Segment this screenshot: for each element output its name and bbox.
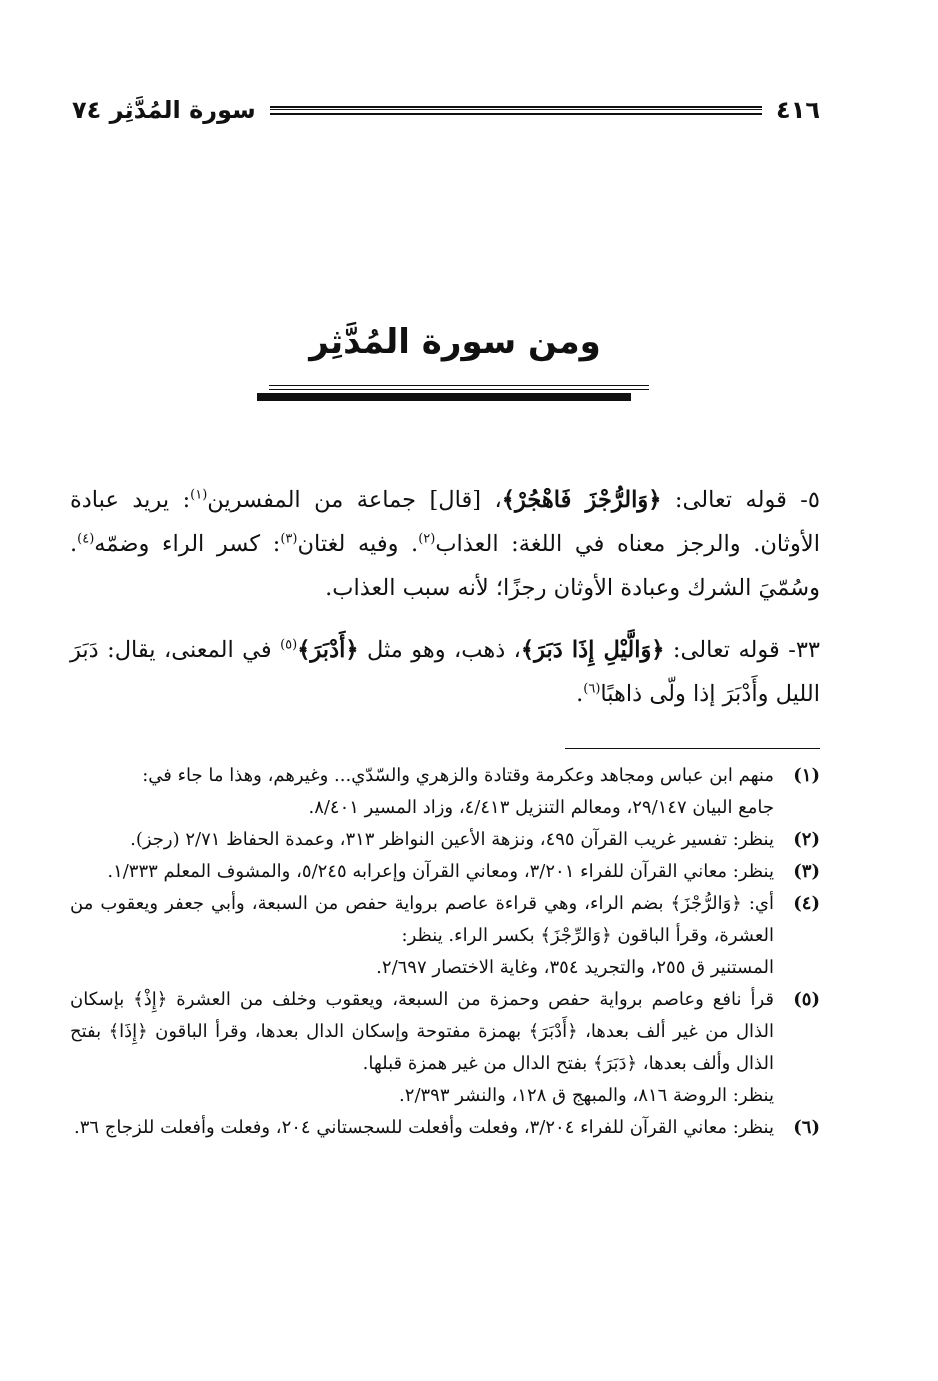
footnote-number: (٥) xyxy=(793,989,820,1010)
title-ornament-rule xyxy=(257,383,649,403)
footnote-line: قرأ نافع وعاصم برواية حفص وحمزة من السبعة، ويعقوب وخلف من العشرة ﴿إِذْ﴾ بإسكان الذال من غير ألف بعدها، ﴿أَدْبَرَ﴾ بهمزة مفتوحة وإسكان الدال بعدها، وقرأ الباقون ﴿إِذَا﴾ بفتح الذال وألف بعدها، ﴿دَبَرَ﴾ بفتح الدال من غير همزة قبلها. xyxy=(70,989,774,1074)
footnote-line: جامع البيان ٢٩/١٤٧، ومعالم التنزيل ٤/٤١٣، وزاد المسير ٨/٤٠١. xyxy=(308,797,774,818)
main-text xyxy=(70,478,820,716)
footnotes xyxy=(70,760,820,1144)
paragraph-verse-33 xyxy=(70,628,820,716)
footnote xyxy=(70,888,820,984)
footnote-line: ينظر: معاني القرآن للفراء ٣/٢٠١، ومعاني القرآن وإعرابه ٥/٢٤٥، والمشوف المعلم ١/٣٣٣. xyxy=(107,861,774,882)
footnote-number: (٢) xyxy=(793,829,820,850)
paragraph-text: ، [قال] جماعة من المفسرين xyxy=(207,487,502,513)
paragraph-text: . وسُمّيَ الشرك وعبادة الأوثان رجزًا؛ لأنه سبب العذاب. xyxy=(70,531,820,601)
footnote xyxy=(70,760,820,824)
paragraph-text: : كسر الراء وضمّه xyxy=(94,531,281,557)
footnote xyxy=(70,856,820,888)
paragraph-text: في المعنى، يقال: دَبَرَ الليل وأَدْبَرَ إذا ولّى ذاهبًا xyxy=(70,637,820,707)
quran-quote: ﴿أَدْبَرَ﴾ xyxy=(297,637,359,663)
footnote-ref[interactable]: (٤) xyxy=(77,531,95,547)
footnote-number: (٤) xyxy=(793,893,820,914)
paragraph-text: . xyxy=(576,681,584,707)
footnote-ref[interactable]: (٣) xyxy=(280,531,298,547)
surah-title: ومن سورة المُدَّثِر xyxy=(309,322,601,362)
paragraph-verse-5 xyxy=(70,478,820,610)
running-title: سورة المُدَّثِر ٧٤ xyxy=(72,96,256,124)
header-rule xyxy=(270,106,762,115)
footnote-line: ينظر: الروضة ٨١٦، والمبهج ق ١٢٨، والنشر ٢/٣٩٣. xyxy=(399,1085,774,1106)
paragraph-text: : يريد عبادة الأوثان. والرجز معناه في اللغة: العذاب xyxy=(70,487,820,557)
footnote-ref[interactable]: (٦) xyxy=(583,681,601,697)
footnote-number: (٣) xyxy=(793,861,820,882)
footnote-ref[interactable]: (١) xyxy=(190,487,208,503)
footnote xyxy=(70,824,820,856)
footnote-line: المستنير ق ٢٥٥، والتجريد ٣٥٤، وغاية الاختصار ٢/٦٩٧. xyxy=(376,957,774,978)
footnote xyxy=(70,984,820,1112)
footnote-ref[interactable]: (٥) xyxy=(280,637,298,653)
paragraph-text: . وفيه لغتان xyxy=(297,531,419,557)
page-header xyxy=(72,90,820,130)
page-number: ٤١٦ xyxy=(776,96,820,124)
title-rule-thin xyxy=(269,385,649,390)
footnote-number: (٦) xyxy=(793,1117,820,1138)
quran-quote: ﴿وَالرُّجْزَ فَاهْجُرْ﴾ xyxy=(501,487,662,513)
footnote-separator xyxy=(565,748,820,749)
verse-lead: ٣٣- قوله تعالى: xyxy=(664,637,820,663)
footnote-line: منهم ابن عباس ومجاهد وعكرمة وقتادة والزهري والسّدّي... وغيرهم، وهذا ما جاء في: xyxy=(142,765,774,786)
verse-lead: ٥- قوله تعالى: xyxy=(661,487,821,513)
footnote-ref[interactable]: (٢) xyxy=(418,531,436,547)
paragraph-text: ، ذهب، وهو مثل xyxy=(358,637,521,663)
footnote-line: ينظر: معاني القرآن للفراء ٣/٢٠٤، وفعلت وأفعلت للسجستاني ٢٠٤، وفعلت وأفعلت للزجاج ٣٦. xyxy=(73,1117,774,1138)
footnote-number: (١) xyxy=(793,765,820,786)
footnote-line: أي: ﴿وَالرُّجْزَ﴾ بضم الراء، وهي قراءة عاصم برواية حفص من السبعة، وأبي جعفر ويعقوب من العشرة، وقرأ الباقون ﴿وَالرِّجْزَ﴾ بكسر الراء. ينظر: xyxy=(70,893,774,946)
footnote-line: ينظر: تفسير غريب القرآن ٤٩٥، ونزهة الأعين النواظر ٣١٣، وعمدة الحفاظ ٢/٧١ (رجز). xyxy=(130,829,774,850)
quran-quote: ﴿وَالَّيْلِ إِذَا دَبَرَ﴾ xyxy=(520,637,665,663)
title-rule-thick xyxy=(257,393,631,401)
footnote xyxy=(70,1112,820,1144)
